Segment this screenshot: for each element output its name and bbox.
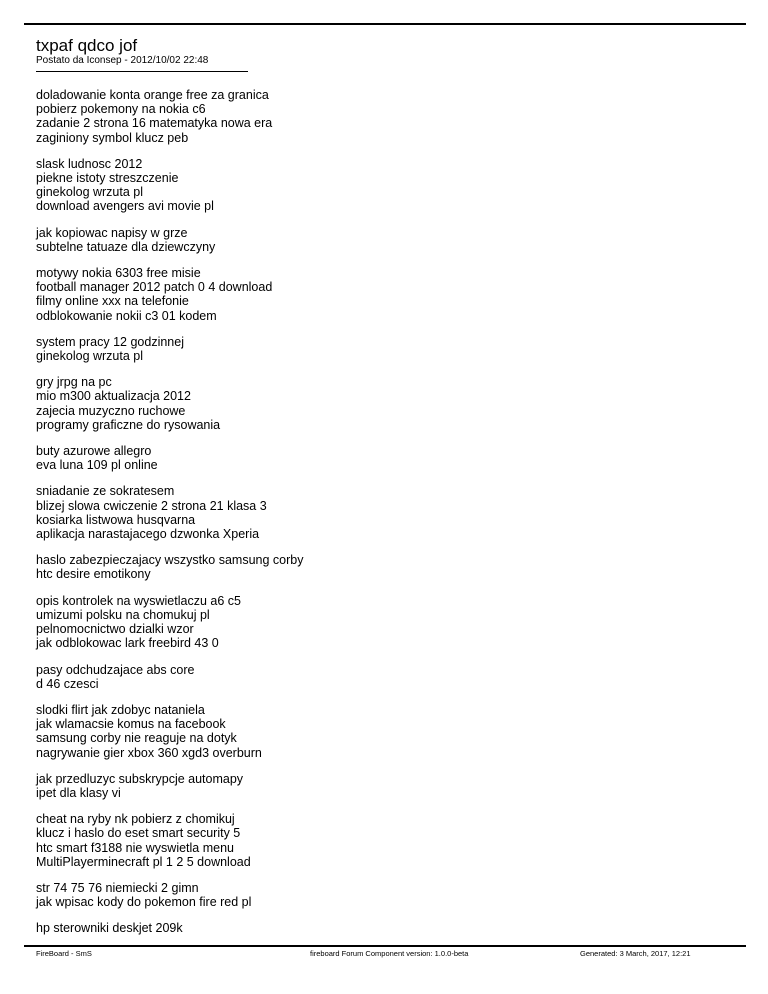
post-paragraph	[36, 444, 736, 472]
post-paragraph	[36, 881, 736, 909]
post-line: aplikacja narastajacego dzwonka Xperia	[36, 527, 260, 542]
post-line: blizej slowa cwiczenie 2 strona 21 klasa 3	[36, 498, 267, 513]
post-line: pobierz pokemony na nokia c6	[36, 102, 206, 117]
post-line: sniadanie ze sokratesem	[36, 484, 175, 499]
post-line: odblokowanie nokii c3 01 kodem	[36, 308, 217, 323]
post-paragraph	[36, 484, 736, 541]
footer-source: FireBoard - SmS	[36, 949, 92, 958]
post-paragraph	[36, 921, 736, 935]
post-line: haslo zabezpieczajacy wszystko samsung corby	[36, 553, 304, 568]
post-body	[36, 88, 736, 948]
post-line: jak odblokowac lark freebird 43 0	[36, 636, 219, 651]
post-paragraph	[36, 812, 736, 869]
post-paragraph	[36, 88, 736, 145]
post-meta: Postato da Iconsep - 2012/10/02 22:48	[36, 55, 209, 66]
post-paragraph	[36, 335, 736, 363]
post-line: ginekolog wrzuta pl	[36, 349, 144, 364]
post-line: football manager 2012 patch 0 4 download	[36, 280, 273, 295]
post-line: filmy online xxx na telefonie	[36, 294, 189, 309]
post-line: download avengers avi movie pl	[36, 199, 214, 214]
post-line: jak wlamacsie komus na facebook	[36, 717, 226, 732]
post-line: zajecia muzyczno ruchowe	[36, 403, 186, 418]
post-line: slask ludnosc 2012	[36, 156, 143, 171]
post-line: zadanie 2 strona 16 matematyka nowa era	[36, 116, 273, 131]
post-paragraph	[36, 772, 736, 800]
post-paragraph	[36, 157, 736, 214]
post-line: programy graficzne do rysowania	[36, 417, 221, 432]
post-line: htc smart f3188 nie wyswietla menu	[36, 840, 235, 855]
post-line: hp sterowniki deskjet 209k	[36, 921, 183, 936]
post-line: doladowanie konta orange free za granica	[36, 88, 269, 102]
post-line: umizumi polsku na chomukuj pl	[36, 607, 210, 622]
post-line: kosiarka listwowa husqvarna	[36, 512, 196, 527]
post-line: system pracy 12 godzinnej	[36, 334, 184, 349]
post-line: nagrywanie gier xbox 360 xgd3 overburn	[36, 745, 262, 760]
header-divider	[24, 23, 746, 25]
post-paragraph	[36, 266, 736, 323]
post-line: MultiPlayerminecraft pl 1 2 5 download	[36, 854, 251, 869]
post-line: opis kontrolek na wyswietlaczu a6 c5	[36, 593, 241, 608]
post-line: slodki flirt jak zdobyc nataniela	[36, 702, 205, 717]
post-line: klucz i haslo do eset smart security 5	[36, 826, 241, 841]
post-line: motywy nokia 6303 free misie	[36, 266, 201, 281]
post-line: str 74 75 76 niemiecki 2 gimn	[36, 880, 199, 895]
post-line: piekne istoty streszczenie	[36, 171, 179, 186]
post-line: htc desire emotikony	[36, 567, 151, 582]
post-line: gry jrpg na pc	[36, 375, 112, 390]
post-title: txpaf qdco jof	[36, 36, 138, 55]
post-line: mio m300 aktualizacja 2012	[36, 389, 191, 404]
post-line: eva luna 109 pl online	[36, 458, 158, 473]
post-line: samsung corby nie reaguje na dotyk	[36, 731, 237, 746]
post-paragraph	[36, 226, 736, 254]
post-line: jak wpisac kody do pokemon fire red pl	[36, 895, 252, 910]
post-line: zaginiony symbol klucz peb	[36, 130, 189, 145]
post-paragraph	[36, 375, 736, 432]
post-line: pelnomocnictwo dzialki wzor	[36, 622, 194, 637]
post-line: ginekolog wrzuta pl	[36, 185, 144, 200]
post-line: jak kopiowac napisy w grze	[36, 225, 188, 240]
footer-version: fireboard Forum Component version: 1.0.0-beta	[310, 949, 469, 958]
post-line: d 46 czesci	[36, 676, 99, 691]
post-line: ipet dla klasy vi	[36, 785, 121, 800]
post-paragraph	[36, 703, 736, 760]
post-line: jak przedluzyc subskrypcje automapy	[36, 771, 244, 786]
post-paragraph	[36, 553, 736, 581]
post-line: buty azurowe allegro	[36, 444, 152, 459]
post-line: subtelne tatuaze dla dziewczyny	[36, 239, 216, 254]
post-paragraph	[36, 663, 736, 691]
meta-divider	[36, 71, 248, 72]
post-line: pasy odchudzajace abs core	[36, 662, 195, 677]
footer-generated: Generated: 3 March, 2017, 12:21	[580, 949, 691, 958]
footer-divider	[24, 945, 746, 947]
post-paragraph	[36, 594, 736, 651]
post-line: cheat na ryby nk pobierz z chomikuj	[36, 812, 235, 827]
